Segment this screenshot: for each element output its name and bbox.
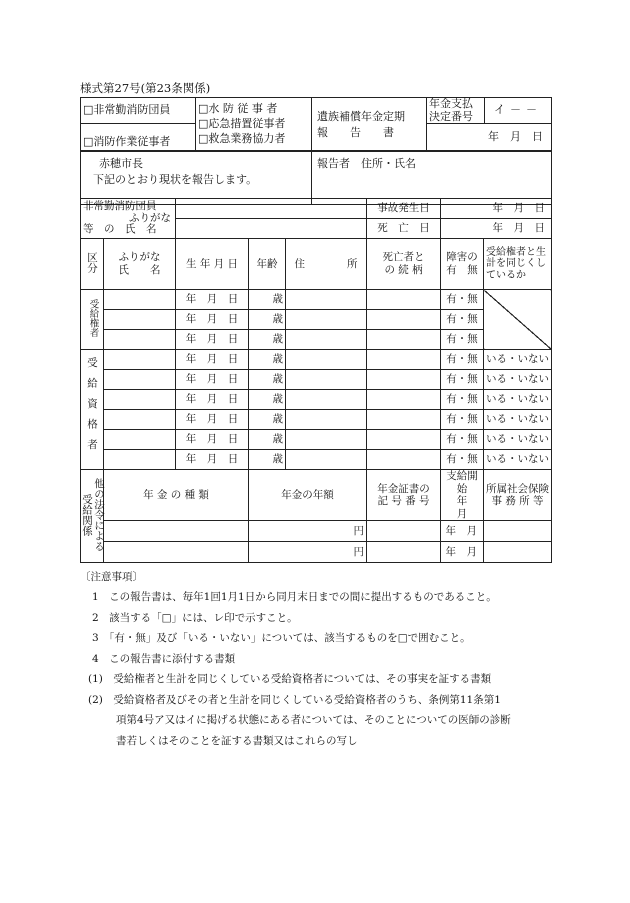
birth-date-field[interactable]: 年 月 日 xyxy=(176,450,249,470)
name-field[interactable] xyxy=(104,390,176,410)
age-field[interactable]: 歳 xyxy=(249,430,286,450)
notes-heading: 〔注意事項〕 xyxy=(80,571,143,583)
pension-col-start-line2: 年 月 xyxy=(456,495,489,520)
disability-field[interactable]: 有・無 xyxy=(441,430,484,450)
table-row xyxy=(81,450,552,470)
pension-col-type: 年 金 の 種 類 xyxy=(104,470,249,521)
decision-label xyxy=(427,98,485,124)
same-household-field[interactable]: いる・いない xyxy=(484,410,552,430)
checkbox-hijokin[interactable]: □非常勤消防団員 xyxy=(81,98,196,124)
pension-col-office-line2: 事 務 所 等 xyxy=(491,495,544,508)
report-title-line1: 遺族補償年金定期 xyxy=(317,109,405,123)
checkbox-group-right[interactable] xyxy=(196,98,312,152)
death-date-field[interactable]: 年 月 日 xyxy=(441,219,552,239)
address-block xyxy=(81,151,312,205)
address-table xyxy=(80,150,552,205)
pension-col-number xyxy=(367,470,441,521)
table-row xyxy=(81,521,552,542)
birth-date-field[interactable]: 年 月 日 xyxy=(176,370,249,390)
group-entitled: 受給権者 xyxy=(81,290,104,350)
name-field[interactable] xyxy=(104,350,176,370)
recipient: 赤穂市長 xyxy=(99,157,143,170)
name-field[interactable] xyxy=(104,430,176,450)
statement: 下記のとおり現状を報告します。 xyxy=(93,172,258,186)
pension-side-label: 他の法令による受給関係 xyxy=(81,470,104,563)
relationship-field[interactable] xyxy=(367,390,441,410)
header-table xyxy=(80,97,552,152)
age-field[interactable]: 歳 xyxy=(249,290,286,310)
name-field[interactable] xyxy=(104,410,176,430)
address-field[interactable] xyxy=(286,310,367,330)
address-field[interactable] xyxy=(286,350,367,370)
col-disability-line2: 有 無 xyxy=(446,264,478,276)
report-date[interactable]: 年 月 日 xyxy=(427,124,552,152)
pension-amount-field[interactable]: 円 xyxy=(249,542,367,563)
pension-col-office xyxy=(484,470,552,521)
address-field[interactable] xyxy=(286,290,367,310)
age-field[interactable]: 歳 xyxy=(249,310,286,330)
same-household-diagonal xyxy=(484,290,552,350)
address-field[interactable] xyxy=(286,330,367,350)
relationship-field[interactable] xyxy=(367,290,441,310)
report-title-line2: 報 告 書 xyxy=(317,125,394,139)
checkbox-shobo-sagyo[interactable]: □消防作業従事者 xyxy=(81,124,196,152)
pension-office-field[interactable] xyxy=(484,542,552,563)
col-same-household: 受給権者と生計を同じくしているか xyxy=(484,239,552,290)
age-field[interactable]: 歳 xyxy=(249,370,286,390)
disability-field[interactable]: 有・無 xyxy=(441,290,484,310)
pension-amount-field[interactable]: 円 xyxy=(249,521,367,542)
pension-col-office-line1: 所属社会保険 xyxy=(486,482,550,495)
table-row xyxy=(81,350,552,370)
age-field[interactable]: 歳 xyxy=(249,450,286,470)
col-relationship xyxy=(367,239,441,290)
accident-date-label: 事故発生日 xyxy=(367,199,441,219)
pension-col-amount: 年金の年額 xyxy=(249,470,367,521)
pension-col-number-line2: 記 号 番 号 xyxy=(377,495,430,508)
checkbox-suibo[interactable]: □水 防 従 事 者 xyxy=(198,102,278,116)
member-label-line3: 等 の 氏 名 xyxy=(83,223,157,236)
note-4-2-cont1: 項第4号ア又はイに掲げる状態にある者については、そのことについての医師の診断 xyxy=(116,714,511,727)
member-label-line2: ふりがな xyxy=(129,211,171,224)
relationship-field[interactable] xyxy=(367,310,441,330)
relationship-field[interactable] xyxy=(367,430,441,450)
relationship-field[interactable] xyxy=(367,450,441,470)
same-household-field[interactable]: いる・いない xyxy=(484,430,552,450)
same-household-field[interactable]: いる・いない xyxy=(484,450,552,470)
col-age: 年齢 xyxy=(249,239,286,290)
form-title: 様式第27号(第23条関係) xyxy=(80,81,211,95)
same-household-field[interactable]: いる・いない xyxy=(484,390,552,410)
pension-number-field[interactable] xyxy=(367,542,441,563)
age-field[interactable]: 歳 xyxy=(249,410,286,430)
table-row xyxy=(81,430,552,450)
table-row xyxy=(81,330,552,350)
col-disability xyxy=(441,239,484,290)
relationship-field[interactable] xyxy=(367,410,441,430)
table-row xyxy=(81,310,552,330)
relationship-field[interactable] xyxy=(367,330,441,350)
col-address: 住 所 xyxy=(286,239,367,290)
age-field[interactable]: 歳 xyxy=(249,390,286,410)
death-date-label: 死 亡 日 xyxy=(367,219,441,239)
disability-field[interactable]: 有・無 xyxy=(441,390,484,410)
birth-date-field[interactable]: 年 月 日 xyxy=(176,290,249,310)
name-field[interactable] xyxy=(104,330,176,350)
col-furigana-name xyxy=(104,239,176,290)
name-field[interactable] xyxy=(104,450,176,470)
main-table xyxy=(80,198,552,563)
member-label-line1: 非常勤消防団員 xyxy=(83,200,157,213)
note-4: 4 この報告書に添付する書類 xyxy=(92,652,236,665)
pension-start-field[interactable]: 年 月 xyxy=(441,542,484,563)
note-1: 1 この報告書は、毎年1回1月1日から同月末日までの間に提出するものであること。 xyxy=(92,591,497,604)
address-field[interactable] xyxy=(286,450,367,470)
birth-date-field[interactable]: 年 月 日 xyxy=(176,430,249,450)
member-furigana-field[interactable] xyxy=(176,199,367,219)
col-category: 区分 xyxy=(81,239,104,290)
pension-type-field[interactable] xyxy=(104,521,249,542)
accident-date-field[interactable]: 年 月 日 xyxy=(441,199,552,219)
pension-col-start xyxy=(441,470,489,521)
pension-col-number-line1: 年金証書の xyxy=(377,482,430,495)
note-4-2: (2) 受給資格者及びその者と生計を同じくしている受給資格者のうち、条例第11条第1 xyxy=(88,693,501,706)
pension-type-field[interactable] xyxy=(104,542,249,563)
disability-field[interactable]: 有・無 xyxy=(441,370,484,390)
disability-field[interactable]: 有・無 xyxy=(441,310,484,330)
group-qualified: 受給資格者 xyxy=(81,350,104,470)
disability-field[interactable]: 有・無 xyxy=(441,450,484,470)
relationship-field[interactable] xyxy=(367,370,441,390)
disability-field[interactable]: 有・無 xyxy=(441,350,484,370)
decision-label-line1: 年金支払 xyxy=(429,97,473,111)
relationship-field[interactable] xyxy=(367,350,441,370)
col-relationship-line1: 死亡者と xyxy=(382,251,425,264)
same-household-field[interactable]: いる・いない xyxy=(484,350,552,370)
table-row xyxy=(81,370,552,390)
col-name: 氏 名 xyxy=(118,264,161,276)
decision-number[interactable]: イ－－ xyxy=(485,98,552,124)
checkbox-okyu[interactable]: □応急措置従事者 xyxy=(198,117,286,131)
birth-date-field[interactable]: 年 月 日 xyxy=(176,410,249,430)
checkbox-kyukyu[interactable]: □救急業務協力者 xyxy=(198,131,286,145)
decision-label-line2: 決定番号 xyxy=(429,109,473,123)
address-field[interactable] xyxy=(286,370,367,390)
col-disability-line1: 障害の xyxy=(446,251,478,264)
report-title xyxy=(312,98,427,152)
name-field[interactable] xyxy=(104,310,176,330)
birth-date-field[interactable]: 年 月 日 xyxy=(176,330,249,350)
col-furigana: ふりがな xyxy=(118,251,161,264)
note-3: 3 「有・無」及び「いる・いない」については、該当するものを□で囲むこと。 xyxy=(92,632,471,645)
table-row xyxy=(81,290,552,310)
member-label xyxy=(81,199,176,239)
address-field[interactable] xyxy=(286,410,367,430)
table-row xyxy=(81,410,552,430)
col-relationship-line2: の 続 柄 xyxy=(384,264,423,276)
table-row xyxy=(81,542,552,563)
pension-start-field[interactable]: 年 月 xyxy=(441,521,484,542)
table-row xyxy=(81,390,552,410)
note-4-2-cont2: 書若しくはそのことを証する書類又はこれらの写し xyxy=(116,734,358,747)
name-field[interactable] xyxy=(104,370,176,390)
name-field[interactable] xyxy=(104,290,176,310)
address-field[interactable] xyxy=(286,430,367,450)
same-household-field[interactable]: いる・いない xyxy=(484,370,552,390)
notes-section xyxy=(80,567,560,751)
pension-number-field[interactable] xyxy=(367,521,441,542)
age-field[interactable]: 歳 xyxy=(249,350,286,370)
birth-date-field[interactable]: 年 月 日 xyxy=(176,350,249,370)
reporter-field[interactable]: 報告者 住所・氏名 xyxy=(312,151,552,205)
col-birth-date: 生 年 月 日 xyxy=(176,239,249,290)
member-name-field[interactable] xyxy=(176,219,367,239)
pension-col-start-line1: 支給開始 xyxy=(446,470,478,495)
age-field[interactable]: 歳 xyxy=(249,330,286,350)
note-4-1: (1) 受給権者と生計を同じくしている受給資格者については、その事実を証する書類 xyxy=(88,673,492,686)
disability-field[interactable]: 有・無 xyxy=(441,330,484,350)
birth-date-field[interactable]: 年 月 日 xyxy=(176,310,249,330)
address-field[interactable] xyxy=(286,390,367,410)
disability-field[interactable]: 有・無 xyxy=(441,410,484,430)
birth-date-field[interactable]: 年 月 日 xyxy=(176,390,249,410)
note-2: 2 該当する「□」には、レ印で示すこと。 xyxy=(92,611,298,624)
pension-office-field[interactable] xyxy=(484,521,552,542)
